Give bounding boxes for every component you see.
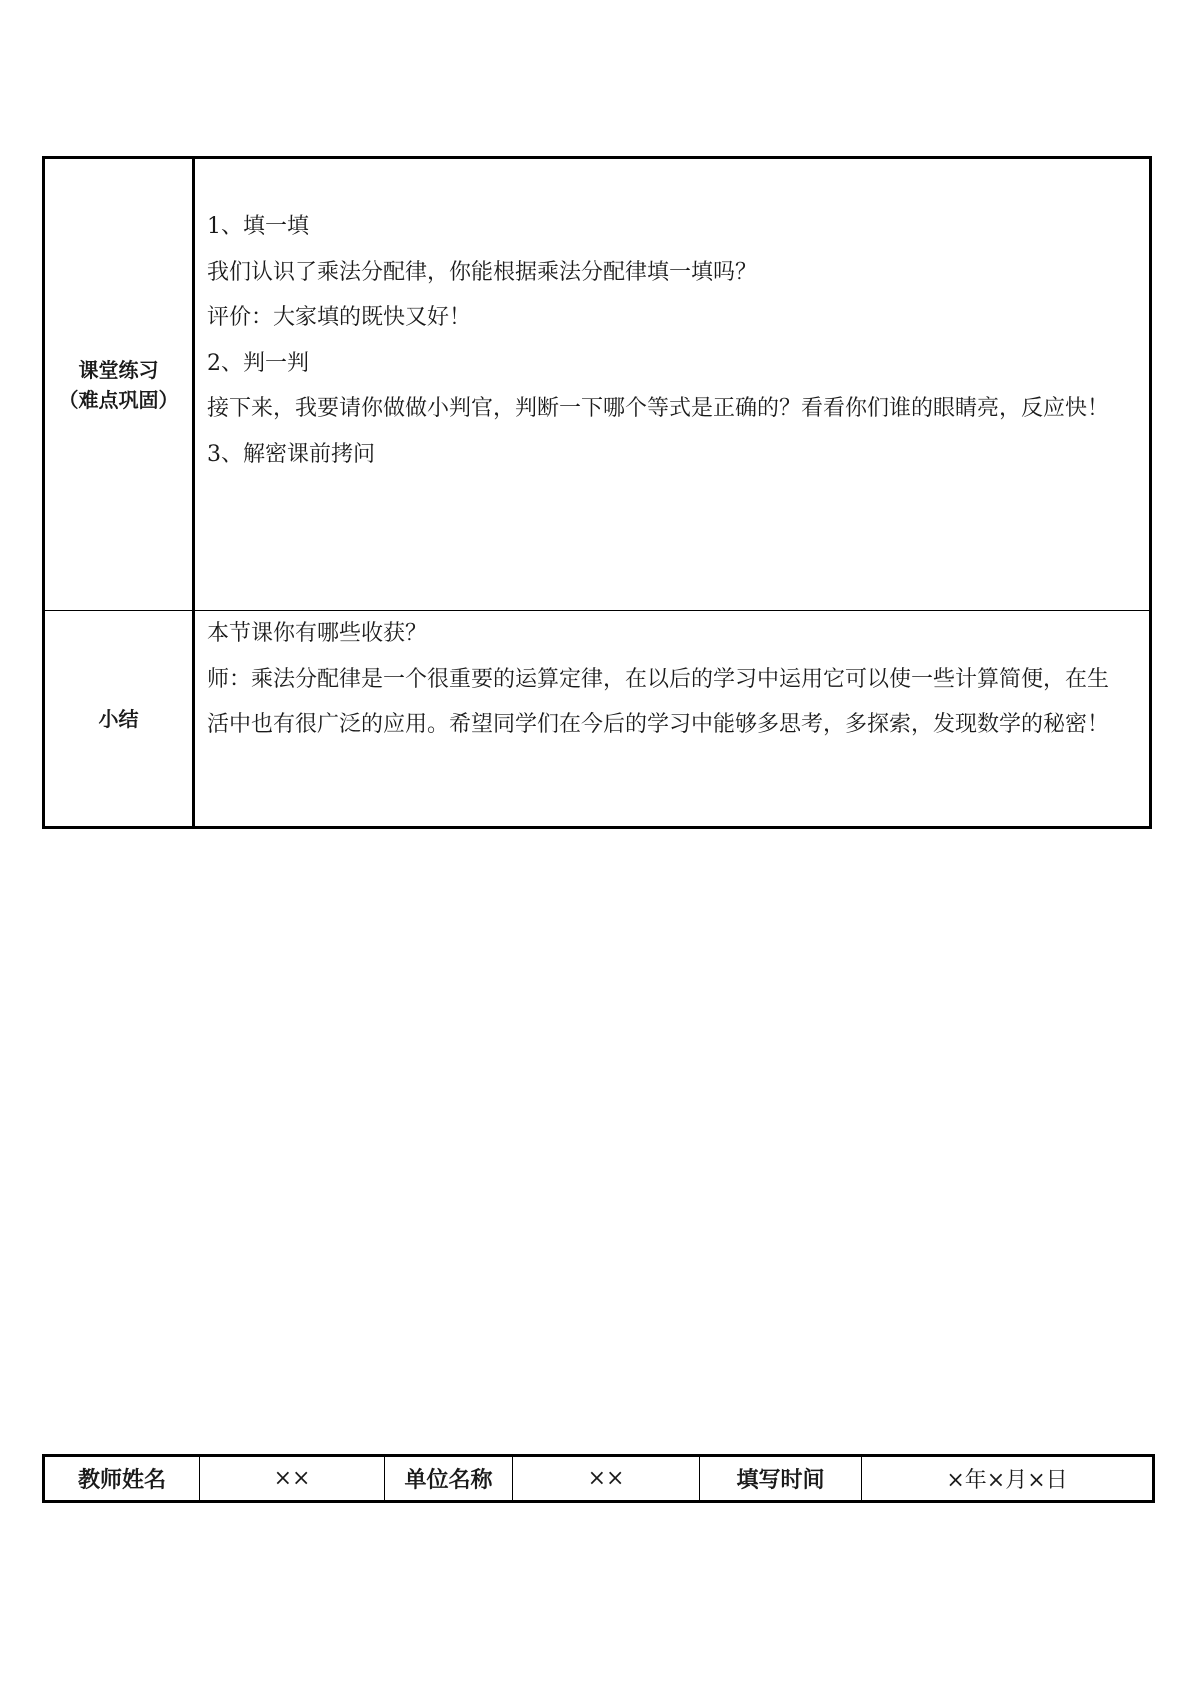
teacher-info-row [44, 1456, 1154, 1502]
fill-date-value: ×年×月×日 [862, 1456, 1154, 1502]
summary-line: 师：乘法分配律是一个很重要的运算定律，在以后的学习中运用它可以使一些计算简便，在生活中也有很广泛的应用。希望同学们在今后的学习中能够多思考，多探索，发现数学的秘密！ [207, 666, 1110, 737]
summary-label-cell [44, 611, 194, 828]
summary-label: 小结 [98, 706, 139, 731]
practice-label-cell [44, 158, 194, 611]
fill-date-label: 填写时间 [700, 1456, 862, 1502]
teacher-name-label: 教师姓名 [44, 1456, 200, 1502]
practice-line: 接下来，我要请你做做小判官，判断一下哪个等式是正确的？看看你们谁的眼睛亮，反应快！ [207, 396, 1110, 421]
practice-line: 评价：大家填的既快又好！ [207, 305, 472, 330]
teacher-name-value: ×× [200, 1456, 385, 1502]
practice-content-cell [194, 158, 1151, 611]
unit-name-value: ×× [513, 1456, 700, 1502]
summary-line: 本节课你有哪些收获？ [207, 621, 428, 646]
teacher-info-table [42, 1454, 1155, 1503]
practice-line: 3、解密课前拷问 [207, 441, 375, 467]
lesson-plan-table [42, 156, 1152, 829]
unit-name-label: 单位名称 [385, 1456, 513, 1502]
summary-row [44, 611, 1151, 828]
practice-line: 1、填一填 [207, 214, 309, 239]
summary-content-cell [194, 611, 1151, 828]
practice-line: 我们认识了乘法分配律，你能根据乘法分配律填一填吗？ [207, 259, 758, 285]
practice-label: 课堂练习 [78, 357, 159, 382]
practice-line: 2、判一判 [207, 350, 309, 376]
practice-row [44, 158, 1151, 611]
practice-sublabel: （难点巩固） [58, 387, 179, 412]
